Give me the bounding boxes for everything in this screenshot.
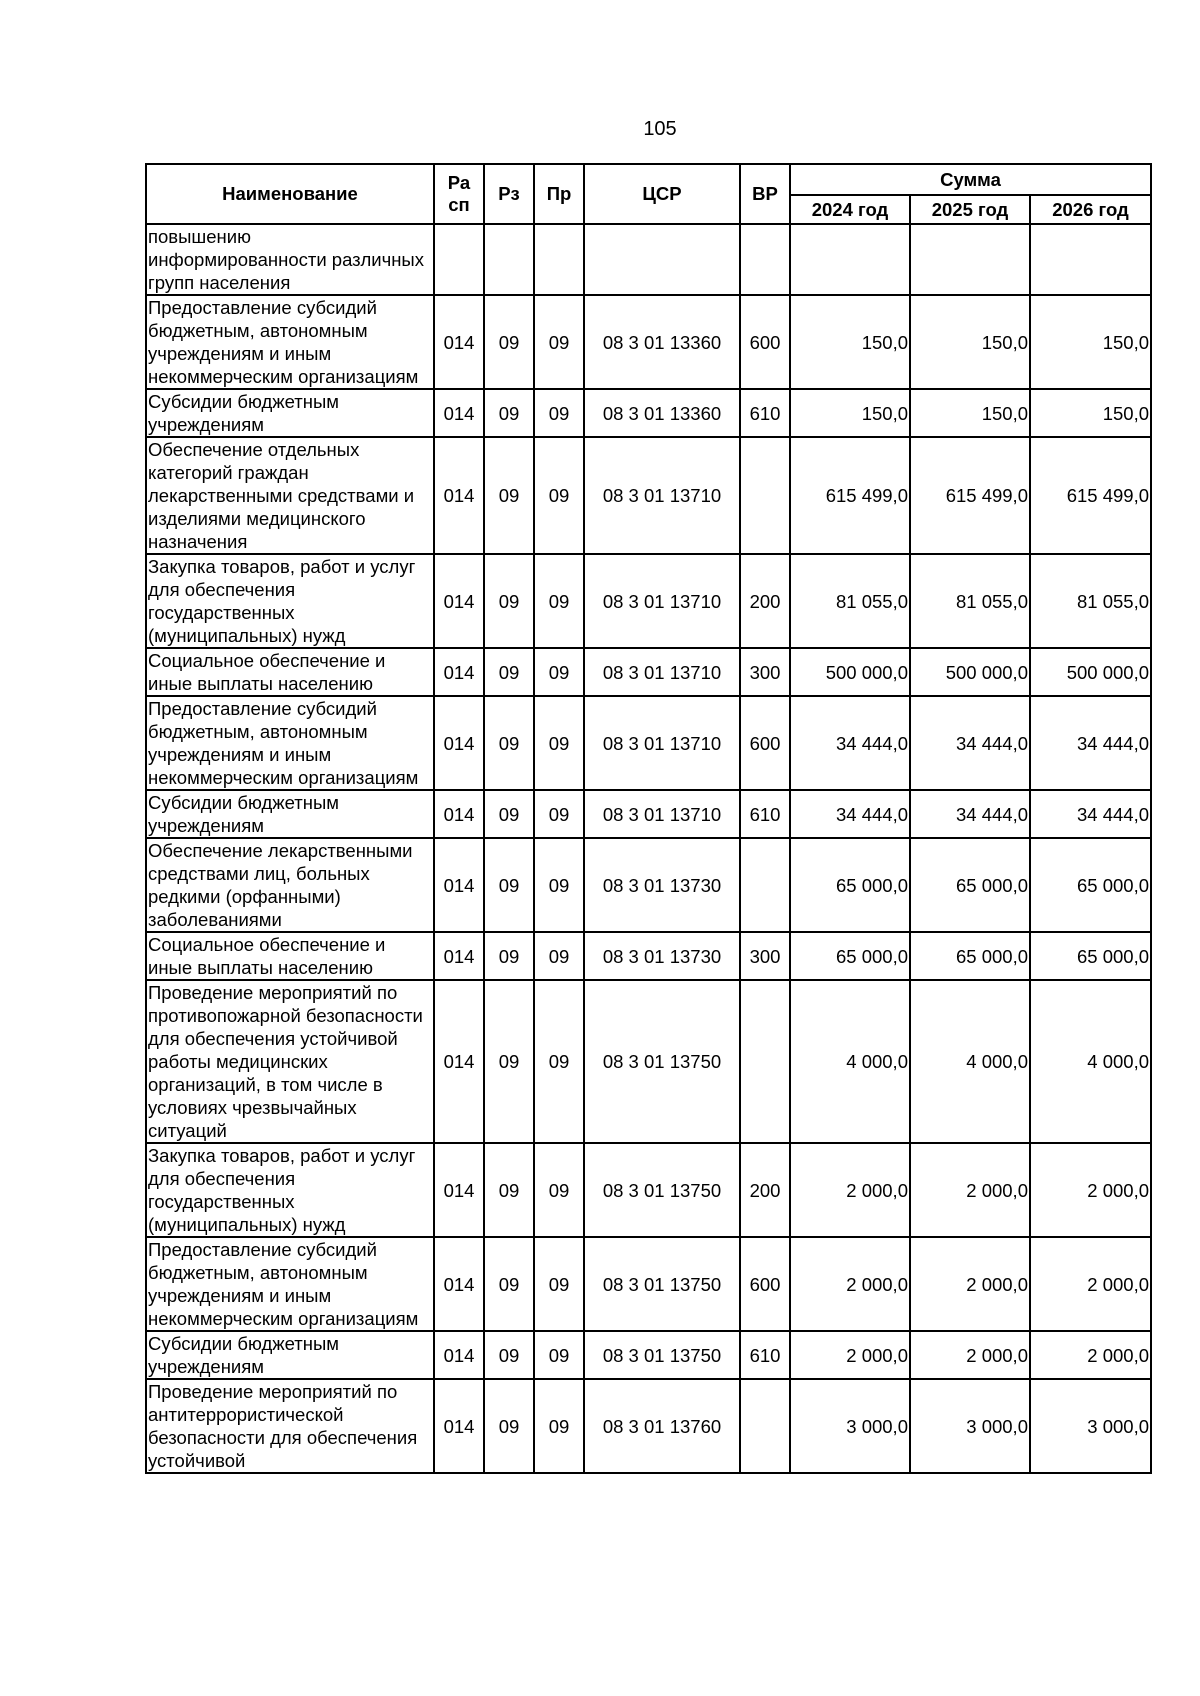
cell-rz: 09 — [484, 1331, 534, 1379]
cell-sum-2024: 34 444,0 — [790, 790, 910, 838]
cell-sum-2026: 2 000,0 — [1030, 1143, 1151, 1237]
cell-sum-2025: 3 000,0 — [910, 1379, 1030, 1473]
budget-table — [145, 163, 1152, 1474]
table-body — [146, 224, 1151, 1473]
cell-rz: 09 — [484, 932, 534, 980]
cell-name: Проведение мероприятий по антитеррористической безопасности для обеспечения устойчивой — [146, 1379, 434, 1473]
cell-sum-2025 — [910, 224, 1030, 295]
cell-name: Предоставление субсидий бюджетным, автономным учреждениям и иным некоммерческим организациям — [146, 295, 434, 389]
cell-sum-2025: 34 444,0 — [910, 790, 1030, 838]
cell-name: Закупка товаров, работ и услуг для обеспечения государственных (муниципальных) нужд — [146, 554, 434, 648]
cell-sum-2024: 500 000,0 — [790, 648, 910, 696]
cell-rz: 09 — [484, 838, 534, 932]
table-row — [146, 696, 1151, 790]
cell-rasp: 014 — [434, 1237, 484, 1331]
cell-csr: 08 3 01 13730 — [584, 838, 740, 932]
cell-csr: 08 3 01 13360 — [584, 389, 740, 437]
cell-sum-2024: 2 000,0 — [790, 1143, 910, 1237]
cell-vr: 600 — [740, 1237, 790, 1331]
cell-sum-2024: 3 000,0 — [790, 1379, 910, 1473]
cell-name: Субсидии бюджетным учреждениям — [146, 1331, 434, 1379]
cell-pr: 09 — [534, 554, 584, 648]
table-row — [146, 224, 1151, 295]
cell-name: Предоставление субсидий бюджетным, автономным учреждениям и иным некоммерческим организациям — [146, 696, 434, 790]
cell-pr: 09 — [534, 790, 584, 838]
header-vr: ВР — [740, 164, 790, 224]
cell-pr: 09 — [534, 838, 584, 932]
cell-sum-2026 — [1030, 224, 1151, 295]
cell-rasp: 014 — [434, 554, 484, 648]
cell-vr: 610 — [740, 1331, 790, 1379]
cell-csr: 08 3 01 13710 — [584, 790, 740, 838]
cell-sum-2025: 615 499,0 — [910, 437, 1030, 554]
cell-name: Обеспечение лекарственными средствами лиц, больных редкими (орфанными) заболеваниями — [146, 838, 434, 932]
cell-rasp: 014 — [434, 980, 484, 1143]
cell-csr: 08 3 01 13710 — [584, 648, 740, 696]
cell-sum-2025: 150,0 — [910, 295, 1030, 389]
cell-pr: 09 — [534, 932, 584, 980]
cell-csr: 08 3 01 13360 — [584, 295, 740, 389]
cell-vr — [740, 1379, 790, 1473]
cell-pr: 09 — [534, 648, 584, 696]
cell-rasp: 014 — [434, 295, 484, 389]
cell-sum-2025: 81 055,0 — [910, 554, 1030, 648]
cell-sum-2026: 150,0 — [1030, 295, 1151, 389]
cell-sum-2026: 150,0 — [1030, 389, 1151, 437]
cell-csr: 08 3 01 13750 — [584, 1143, 740, 1237]
cell-csr: 08 3 01 13750 — [584, 1237, 740, 1331]
cell-name: Предоставление субсидий бюджетным, автономным учреждениям и иным некоммерческим организациям — [146, 1237, 434, 1331]
cell-pr: 09 — [534, 295, 584, 389]
cell-name: Проведение мероприятий по противопожарной безопасности для обеспечения устойчивой работы медицинских организаций, в том числе в условиях чрезвычайных ситуаций — [146, 980, 434, 1143]
cell-vr: 600 — [740, 295, 790, 389]
cell-vr — [740, 224, 790, 295]
table-row — [146, 437, 1151, 554]
cell-sum-2026: 65 000,0 — [1030, 932, 1151, 980]
cell-sum-2024: 81 055,0 — [790, 554, 910, 648]
cell-rz: 09 — [484, 389, 534, 437]
cell-rz: 09 — [484, 1143, 534, 1237]
header-rz: Рз — [484, 164, 534, 224]
cell-rz: 09 — [484, 295, 534, 389]
cell-sum-2025: 65 000,0 — [910, 838, 1030, 932]
cell-rz: 09 — [484, 1237, 534, 1331]
cell-rz — [484, 224, 534, 295]
cell-pr — [534, 224, 584, 295]
cell-sum-2024: 2 000,0 — [790, 1331, 910, 1379]
cell-sum-2025: 150,0 — [910, 389, 1030, 437]
cell-sum-2026: 3 000,0 — [1030, 1379, 1151, 1473]
cell-vr: 300 — [740, 932, 790, 980]
cell-name: повышению информированности различных групп населения — [146, 224, 434, 295]
cell-csr: 08 3 01 13750 — [584, 1331, 740, 1379]
cell-sum-2025: 34 444,0 — [910, 696, 1030, 790]
cell-name: Закупка товаров, работ и услуг для обеспечения государственных (муниципальных) нужд — [146, 1143, 434, 1237]
cell-name: Субсидии бюджетным учреждениям — [146, 790, 434, 838]
cell-sum-2024: 65 000,0 — [790, 838, 910, 932]
table-row — [146, 790, 1151, 838]
table-row — [146, 554, 1151, 648]
header-csr: ЦСР — [584, 164, 740, 224]
header-rasp: Ра сп — [434, 164, 484, 224]
cell-name: Социальное обеспечение и иные выплаты населению — [146, 932, 434, 980]
cell-csr — [584, 224, 740, 295]
cell-sum-2025: 4 000,0 — [910, 980, 1030, 1143]
cell-pr: 09 — [534, 1331, 584, 1379]
cell-csr: 08 3 01 13710 — [584, 437, 740, 554]
cell-rasp: 014 — [434, 1379, 484, 1473]
cell-pr: 09 — [534, 1237, 584, 1331]
cell-csr: 08 3 01 13760 — [584, 1379, 740, 1473]
cell-rasp: 014 — [434, 696, 484, 790]
cell-sum-2025: 2 000,0 — [910, 1143, 1030, 1237]
cell-rz: 09 — [484, 790, 534, 838]
cell-csr: 08 3 01 13750 — [584, 980, 740, 1143]
cell-rasp: 014 — [434, 389, 484, 437]
cell-rz: 09 — [484, 554, 534, 648]
table-row — [146, 1237, 1151, 1331]
table-row — [146, 838, 1151, 932]
cell-sum-2026: 65 000,0 — [1030, 838, 1151, 932]
cell-vr: 300 — [740, 648, 790, 696]
cell-rasp: 014 — [434, 932, 484, 980]
cell-name: Обеспечение отдельных категорий граждан лекарственными средствами и изделиями медицинского назначения — [146, 437, 434, 554]
cell-sum-2026: 34 444,0 — [1030, 696, 1151, 790]
cell-sum-2024: 150,0 — [790, 295, 910, 389]
cell-csr: 08 3 01 13710 — [584, 554, 740, 648]
table-row — [146, 1331, 1151, 1379]
cell-rz: 09 — [484, 648, 534, 696]
header-year-2026: 2026 год — [1030, 195, 1151, 224]
cell-rz: 09 — [484, 437, 534, 554]
header-year-2025: 2025 год — [910, 195, 1030, 224]
cell-sum-2024: 150,0 — [790, 389, 910, 437]
cell-vr: 200 — [740, 554, 790, 648]
cell-vr — [740, 838, 790, 932]
cell-vr: 600 — [740, 696, 790, 790]
cell-rasp: 014 — [434, 1331, 484, 1379]
cell-sum-2024: 4 000,0 — [790, 980, 910, 1143]
cell-vr — [740, 980, 790, 1143]
cell-sum-2025: 500 000,0 — [910, 648, 1030, 696]
cell-rasp: 014 — [434, 790, 484, 838]
header-name: Наименование — [146, 164, 434, 224]
header-year-2024: 2024 год — [790, 195, 910, 224]
cell-rz: 09 — [484, 980, 534, 1143]
cell-sum-2024: 2 000,0 — [790, 1237, 910, 1331]
cell-pr: 09 — [534, 1379, 584, 1473]
cell-csr: 08 3 01 13730 — [584, 932, 740, 980]
cell-rasp: 014 — [434, 648, 484, 696]
table-row — [146, 389, 1151, 437]
cell-sum-2026: 2 000,0 — [1030, 1331, 1151, 1379]
cell-csr: 08 3 01 13710 — [584, 696, 740, 790]
table-row — [146, 980, 1151, 1143]
cell-sum-2026: 2 000,0 — [1030, 1237, 1151, 1331]
cell-rasp: 014 — [434, 1143, 484, 1237]
cell-sum-2026: 81 055,0 — [1030, 554, 1151, 648]
cell-name: Социальное обеспечение и иные выплаты населению — [146, 648, 434, 696]
cell-pr: 09 — [534, 1143, 584, 1237]
cell-sum-2024: 65 000,0 — [790, 932, 910, 980]
cell-pr: 09 — [534, 696, 584, 790]
table-row — [146, 1143, 1151, 1237]
cell-sum-2025: 65 000,0 — [910, 932, 1030, 980]
cell-pr: 09 — [534, 389, 584, 437]
cell-vr: 610 — [740, 790, 790, 838]
cell-pr: 09 — [534, 980, 584, 1143]
header-sum: Сумма — [790, 164, 1151, 195]
cell-vr — [740, 437, 790, 554]
cell-rasp — [434, 224, 484, 295]
cell-sum-2025: 2 000,0 — [910, 1237, 1030, 1331]
cell-sum-2026: 615 499,0 — [1030, 437, 1151, 554]
table-row — [146, 932, 1151, 980]
cell-rasp: 014 — [434, 838, 484, 932]
table-row — [146, 295, 1151, 389]
header-pr: Пр — [534, 164, 584, 224]
cell-vr: 200 — [740, 1143, 790, 1237]
table-row — [146, 1379, 1151, 1473]
cell-sum-2026: 34 444,0 — [1030, 790, 1151, 838]
cell-sum-2025: 2 000,0 — [910, 1331, 1030, 1379]
page-number: 105 — [643, 118, 677, 140]
cell-rz: 09 — [484, 696, 534, 790]
cell-rasp: 014 — [434, 437, 484, 554]
cell-name: Субсидии бюджетным учреждениям — [146, 389, 434, 437]
cell-sum-2026: 4 000,0 — [1030, 980, 1151, 1143]
cell-vr: 610 — [740, 389, 790, 437]
table-row — [146, 648, 1151, 696]
cell-rz: 09 — [484, 1379, 534, 1473]
cell-sum-2024: 34 444,0 — [790, 696, 910, 790]
cell-sum-2026: 500 000,0 — [1030, 648, 1151, 696]
cell-sum-2024: 615 499,0 — [790, 437, 910, 554]
cell-pr: 09 — [534, 437, 584, 554]
cell-sum-2024 — [790, 224, 910, 295]
